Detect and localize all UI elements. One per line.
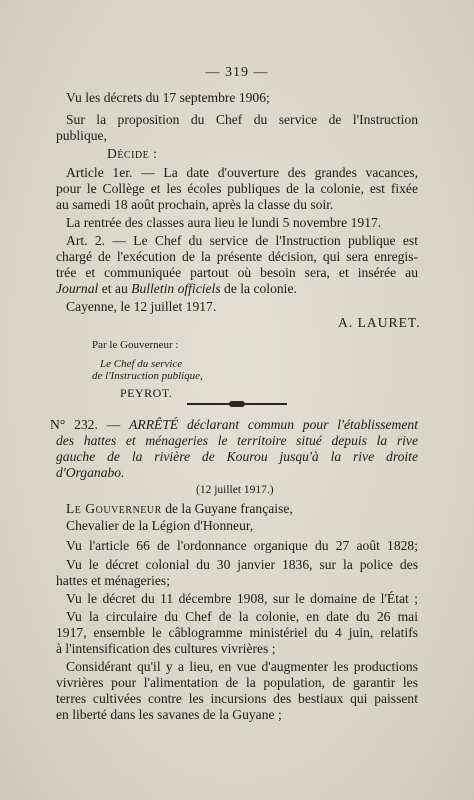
text-line: Art. 2. — Le Chef du service de l'Instruction publique est [66, 233, 418, 248]
signature-lauret: A. LAURET. [338, 315, 421, 330]
arrete-number: N° 232. — [50, 417, 130, 432]
arrete-title-line: des hattes et ménageries le territoire situé depuis la rive [56, 433, 418, 448]
par-le-gouverneur: Par le Gouverneur : [92, 339, 179, 351]
text-line: au samedi 18 août prochain, après la classe du soir. [56, 197, 334, 212]
text-fragment: de la Guyane française, [161, 501, 293, 516]
text-line: 1917, ensemble le câblogramme ministériel du 4 juin, relatifs [56, 625, 418, 640]
text-line: pour le Collège et les écoles publiques de la colonie, est fixée [56, 181, 418, 196]
arrete-title-line: gauche de la rivière de Kourou jusqu'à la rive droite [56, 449, 418, 464]
text-line [56, 280, 418, 297]
separator-rule [187, 403, 287, 405]
text-line: Vu les décrets du 17 septembre 1906; [66, 90, 270, 105]
text-line: vivrières pour l'alimentation de la population, de garantir les [56, 675, 418, 690]
text-fragment: et au [98, 281, 132, 296]
arrete-title-line: d'Organabo. [56, 465, 125, 480]
text-line: Article 1er. — La date d'ouverture des grandes vacances, [66, 165, 418, 180]
text-line: trée et communiquée partout où besoin sera, et insérée au [56, 265, 418, 280]
text-line: terres cultivées contre les incursions des bestiaux qui paissent [56, 691, 418, 706]
arrete-date: (12 juillet 1917.) [196, 484, 274, 496]
text-line: Vu la circulaire du Chef de la colonie, en date du 26 mai [66, 609, 418, 624]
text-line: Sur la proposition du Chef du service de l'Instruction [66, 112, 418, 127]
text-line [56, 500, 418, 517]
text-line: Vu le décret du 11 décembre 1908, sur le domaine de l'État ; [66, 591, 418, 606]
text-line: Chevalier de la Légion d'Honneur, [66, 518, 254, 533]
text-line: Vu l'article 66 de l'ordonnance organique du 27 août 1828; [66, 538, 418, 553]
arrete-heading [50, 416, 418, 433]
text-line: chargé de l'exécution de la présente décision, qui sera enregis- [56, 249, 418, 264]
text-line: Vu le décret colonial du 30 janvier 1836, sur la police des [66, 557, 418, 572]
section-heading: Décide : [107, 146, 158, 161]
text-line: en liberté dans les savanes de la Guyane ; [56, 707, 282, 722]
text-line: La rentrée des classes aura lieu le lundi 5 novembre 1917. [66, 215, 382, 230]
place-date: Cayenne, le 12 juillet 1917. [66, 299, 217, 314]
text-line: à l'intensification des cultures vivrières ; [56, 641, 276, 656]
text-fragment: de la colonie. [220, 281, 297, 296]
text-line: hattes et ménageries; [56, 573, 170, 588]
signature-peyrot: PEYROT. [120, 386, 173, 400]
chef-du-service: Le Chef du service [100, 358, 183, 370]
gouverneur-label: Le Gouverneur [66, 501, 162, 516]
text-line: publique, [56, 128, 107, 143]
page-number: — 319 — [205, 65, 269, 80]
instruction-publique: de l'Instruction publique, [92, 370, 203, 382]
bulletin-title: Bulletin officiels [131, 281, 221, 296]
text-line: Considérant qu'il y a lieu, en vue d'augmenter les productions [66, 659, 418, 674]
arrete-title: ARRÊTÉ déclarant commun pour l'établissement [129, 417, 418, 432]
journal-title: Journal [56, 281, 99, 296]
